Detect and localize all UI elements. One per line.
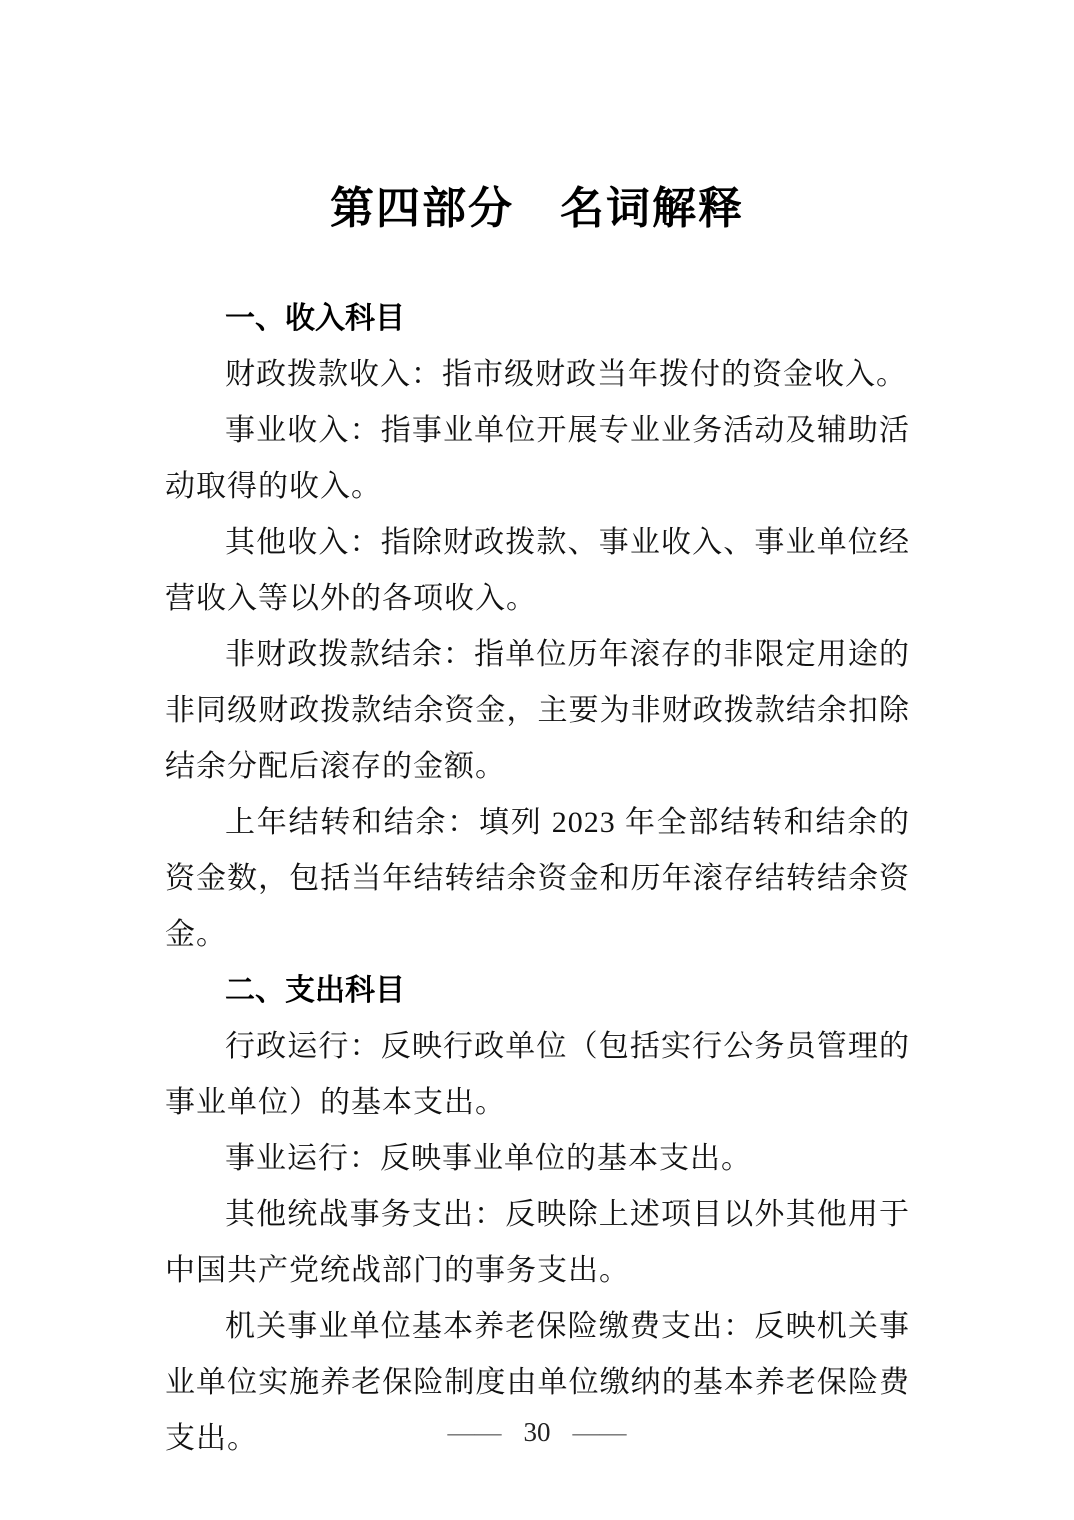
paragraph-business-income: 事业收入：指事业单位开展专业业务活动及辅助活动取得的收入。	[165, 414, 910, 503]
page-footer	[0, 1417, 1074, 1448]
section-heading-expenditure: 二、支出科目	[225, 974, 405, 1007]
footer-dash-right: ——	[572, 1417, 627, 1447]
page-number: 30	[523, 1417, 551, 1447]
document-title: 第四部分 名词解释	[330, 184, 744, 233]
paragraph-non-fiscal-appropriation-balance: 非财政拨款结余：指单位历年滚存的非限定用途的非同级财政拨款结余资金，主要为非财政拨款结余扣除结余分配后滚存的金额。	[165, 638, 910, 783]
paragraph-prior-year-carryover: 上年结转和结余：填列 2023 年全部结转和结余的资金数，包括当年结转结余资金和历年滚存结转结余资金。	[165, 806, 910, 951]
paragraph-other-united-front-expenditure: 其他统战事务支出：反映除上述项目以外其他用于中国共产党统战部门的事务支出。	[165, 1198, 910, 1287]
paragraph-pension-insurance-expenditure: 机关事业单位基本养老保险缴费支出：反映机关事业单位实施养老保险制度由单位缴纳的基本养老保险费支出。	[165, 1310, 910, 1455]
paragraph-fiscal-appropriation-income: 财政拨款收入：指市级财政当年拨付的资金收入。	[225, 358, 907, 391]
paragraph-administrative-operation: 行政运行：反映行政单位（包括实行公务员管理的事业单位）的基本支出。	[165, 1030, 910, 1119]
paragraph-institution-operation: 事业运行：反映事业单位的基本支出。	[225, 1142, 752, 1175]
document-body	[165, 291, 910, 1467]
section-heading-income: 一、收入科目	[225, 302, 405, 335]
paragraph-other-income: 其他收入：指除财政拨款、事业收入、事业单位经营收入等以外的各项收入。	[165, 526, 910, 615]
footer-dash-left: ——	[447, 1417, 502, 1447]
